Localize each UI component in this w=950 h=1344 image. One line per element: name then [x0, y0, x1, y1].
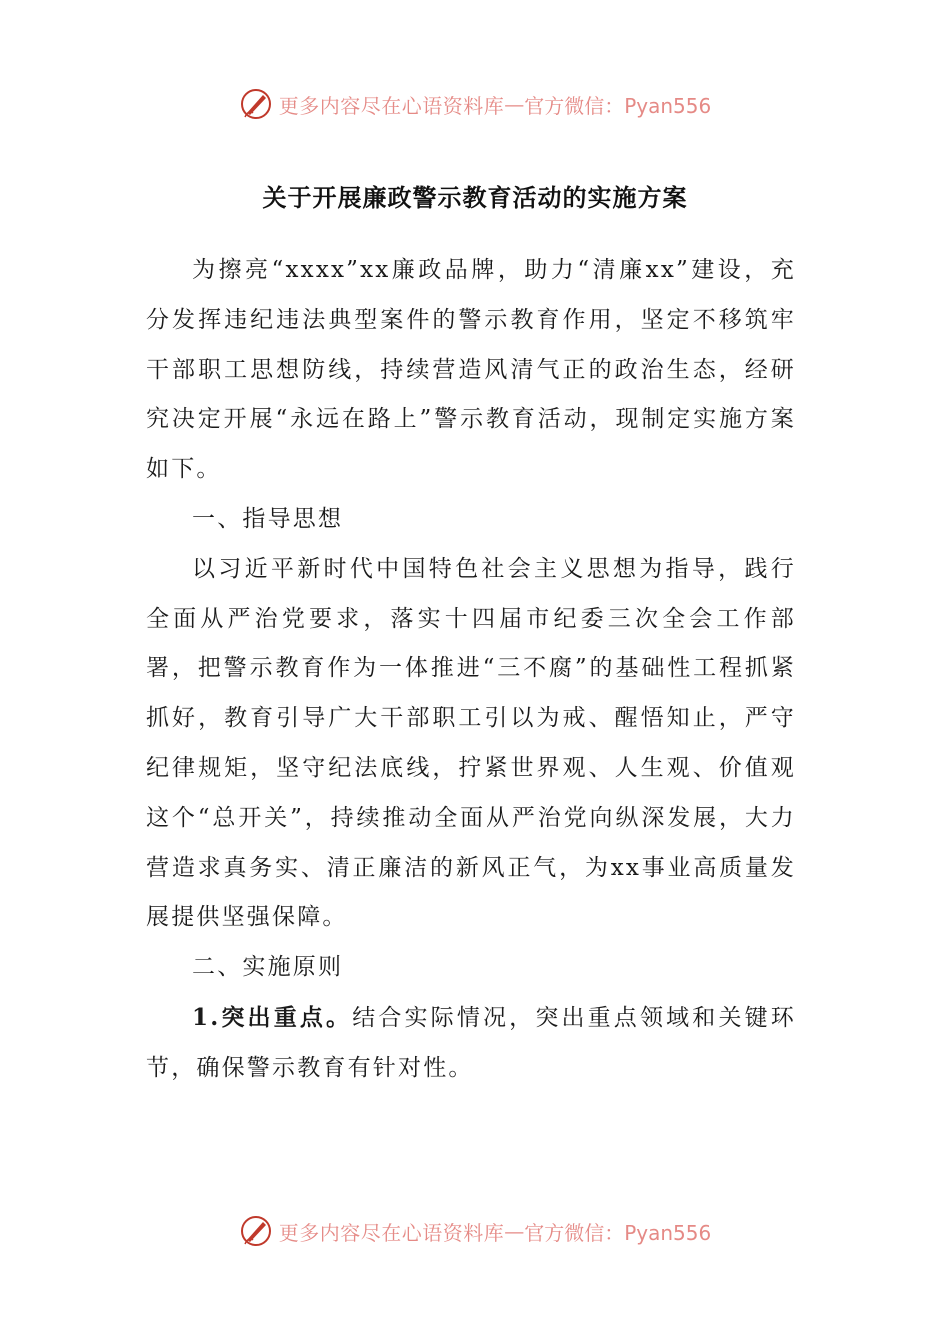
- section-heading-principles: 二、实施原则: [192, 954, 344, 981]
- section-heading-guiding-ideology: 一、指导思想: [192, 505, 344, 532]
- intro-paragraph: 为擦亮“xxxx”xx廉政品牌，助力“清廉xx”建设，充分发挥违纪违法典型案件的警示教育作用，坚定不移筑牢干部职工思想防线，持续营造风清气正的政治生态，经研究决定开展“永远在路上”警示教育活动，现制定实施方案如下。: [146, 257, 796, 483]
- watermark-banner-top: [0, 84, 950, 124]
- document-body: [146, 246, 796, 1094]
- document-title: 关于开展廉政警示教育活动的实施方案: [262, 184, 688, 212]
- watermark-banner-bottom: [0, 1211, 950, 1251]
- watermark-separator: —: [504, 1219, 525, 1243]
- pen-logo-icon: [239, 1214, 273, 1248]
- guiding-ideology-paragraph: 以习近平新时代中国特色社会主义思想为指导，践行全面从严治党要求，落实十四届市纪委三次全会工作部署，把警示教育作为一体推进“三不腐”的基础性工程抓紧抓好，教育引导广大干部职工引以为戒、醒悟知止，严守纪律规矩，坚守纪法底线，拧紧世界观、人生观、价值观这个“总开关”，持续推动全面从严治党向纵深发展，大力营造求真务实、清正廉洁的新风正气，为xx事业高质量发展提供坚强保障。: [146, 555, 796, 931]
- watermark-wechat: 官方微信：Pyan556: [524, 1220, 712, 1245]
- principle-1-lead: 1.突出重点。: [192, 1003, 353, 1031]
- watermark-text: 更多内容尽在心语资料库: [278, 93, 505, 118]
- watermark-wechat: 官方微信：Pyan556: [524, 93, 712, 118]
- watermark-text: 更多内容尽在心语资料库: [278, 1220, 505, 1245]
- principle-1-text: 结合实际情况，突出重点领域和关键环节，确保警示教育有针对性。: [146, 1004, 796, 1081]
- pen-logo-icon: [239, 87, 273, 121]
- principle-1-paragraph: [146, 993, 796, 1094]
- watermark-separator: —: [504, 92, 525, 116]
